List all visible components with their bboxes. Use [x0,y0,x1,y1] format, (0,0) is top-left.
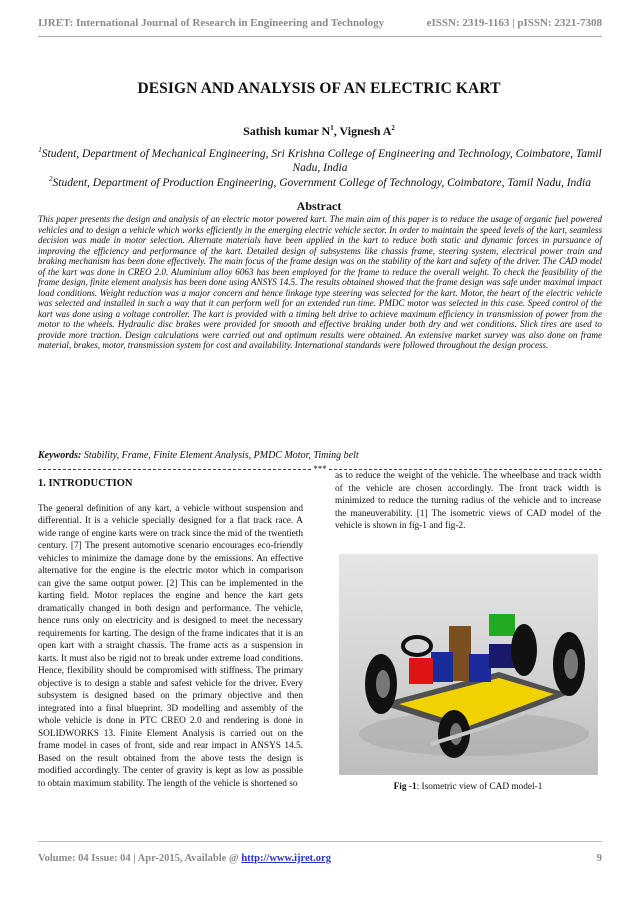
affiliation-2 [38,176,602,190]
affiliation-superscript: 2 [49,175,53,184]
column-right [335,470,601,533]
keywords-text: Stability, Frame, Finite Element Analysis, PMDC Motor, Timing belt [83,450,359,461]
footer-volume-text: Volume: 04 Issue: 04 | Apr-2015, Available @ [38,852,242,864]
affiliation-text: Student, Department of Mechanical Engineering, Sri Krishna College of Engineering and Technology, Coimbatore, Tamil Nadu, India [41,148,602,174]
issn-info: eISSN: 2319-1163 | pISSN: 2321-7308 [426,17,602,29]
author-separator: , [333,124,340,138]
abstract-body: This paper presents the design and analysis of an electric motor powered kart. The main aim of this paper is to reduce the usage of organic fuel powered vehicles and to design a vehicle which works efficiently in the emerging electric vehicle sector. In order to maintain the speed levels of the kart, seamless decision was made in motor selection. Alternate materials have been applied in the kart to reduce both static and dynamic forces in pursuance of improving the efficiency and performance of the kart. Detailed design of subsystems like chassis frame, steering system, electrical power train and braking mechanism has been done effectively. The main focus of the frame design was on the stability of the kart and safety of the driver. The CAD model of the kart was done in CREO 2.0. Aluminium alloy 6063 has been employed for the frame to reduce the overall weight. To check the feasibility of the frame design, finite element analysis has been done using ANSYS 14.5. The results obtained showed that the frame design was safe under maximal impact load conditions. Weight reduction was a major concern and hence linkage type steering was selected for the kart. Motor, the heart of the electric vehicle was selected and installed in such a way that it can perform well for an extended run time. PMDC motor was selected in this case. Speed control of the kart was done using a voltage controller. The kart is provided with a timing belt drive to achieve maximum efficiency in transmission of power from the motor to the wheels. Hydraulic disc brakes were provided for smooth and effective braking under both dry and wet conditions. Slick tires are used to provide more traction. Design calculations were carried out and optimum results were obtained. An extensive market survey was also done on frame material, brakes, motor, transmission system for cost and availability. International standards were followed throughout the design process. [38,214,602,350]
figure-caption-text: : Isometric view of CAD model-1 [416,782,543,792]
author-superscript: 2 [391,124,395,132]
affiliation-text: Student, Department of Production Engineering, Government College of Technology, Coimbatore, Tamil Nadu, India [52,177,591,189]
figure-label: Fig -1 [393,782,417,792]
author-name: Vignesh A [339,124,392,138]
paper-title: DESIGN AND ANALYSIS OF AN ELECTRIC KART [137,80,501,97]
abstract-heading: Abstract [296,199,342,213]
separator-dash-left [38,469,311,470]
section-heading: 1. INTRODUCTION [38,478,133,489]
author-superscript: 1 [330,124,334,132]
footer-issue [38,853,331,864]
author-name: Sathish kumar N [243,124,331,138]
paragraph: The general definition of any kart, a vehicle without suspension and differential. It is a vehicle specially designed for a flat track race. A wide range of engine karts were on track since the mid of the twentieth century. [7] The present automotive scenario encourages eco-friendly vehicles to minimize the damage done by the emissions. An effective alternative for the engine is the electric motor which in comparison can give the same output power. [2] This can be implemented in the karting field. Motor replaces the engine and hence the kart gets dramatically changed in both design and performance. The vehicle, hence runs only on electricity and is designed to meet the necessary requirements for karting. The design of the frame indicates that it is an open kart with a straight chassis. The frame acts as a suspension in karts. It must also be rigid not to break under extreme load conditions. Hence, flexibility should be compromised with stiffness. The primary objective is to design a stable and safest vehicle for the driver. Every subsystem is designed based on the primary objective and then integrated into a final blueprint. 3D modelling and assembly of the whole vehicle is done in PTC CREO 2.0 and rendering is done in SOLIDWORKS 13. Finite Element Analysis is carried out on the frame model in cases of front, side and rear impact in ANSYS 14.5. Based on the result obtained from the above tests the design is modified accordingly. The center of gravity is kept as low as possible to obtain maximum stability. The length of the vehicle is shortened so [38,503,303,789]
paragraph: as to reduce the weight of the vehicle. The wheelbase and track width of the vehicle are chosen accordingly. The front track width is minimized to reduce the turning radius of the vehicle and to increase the maneuverability. [1] The isometric views of CAD model of the vehicle is shown in fig-1 and fig-2. [335,471,601,531]
author-line [0,124,638,139]
header-rule [38,36,602,37]
journal-link[interactable]: http://www.ijret.org [241,852,331,864]
page-number: 9 [596,852,602,864]
affiliation-superscript: 1 [38,146,42,155]
figure-cad-render [339,554,598,775]
journal-name: IJRET: International Journal of Research in Engineering and Technology [38,17,385,29]
footer-rule [38,841,602,842]
column-left [38,478,303,790]
keywords-line [38,450,602,461]
affiliation-1 [38,147,602,175]
separator-stars: *** [313,464,327,474]
running-footer [38,850,602,866]
running-header [38,12,602,34]
keywords-label: Keywords: [38,450,82,461]
figure-caption [335,782,601,792]
kart-illustration [339,554,598,775]
